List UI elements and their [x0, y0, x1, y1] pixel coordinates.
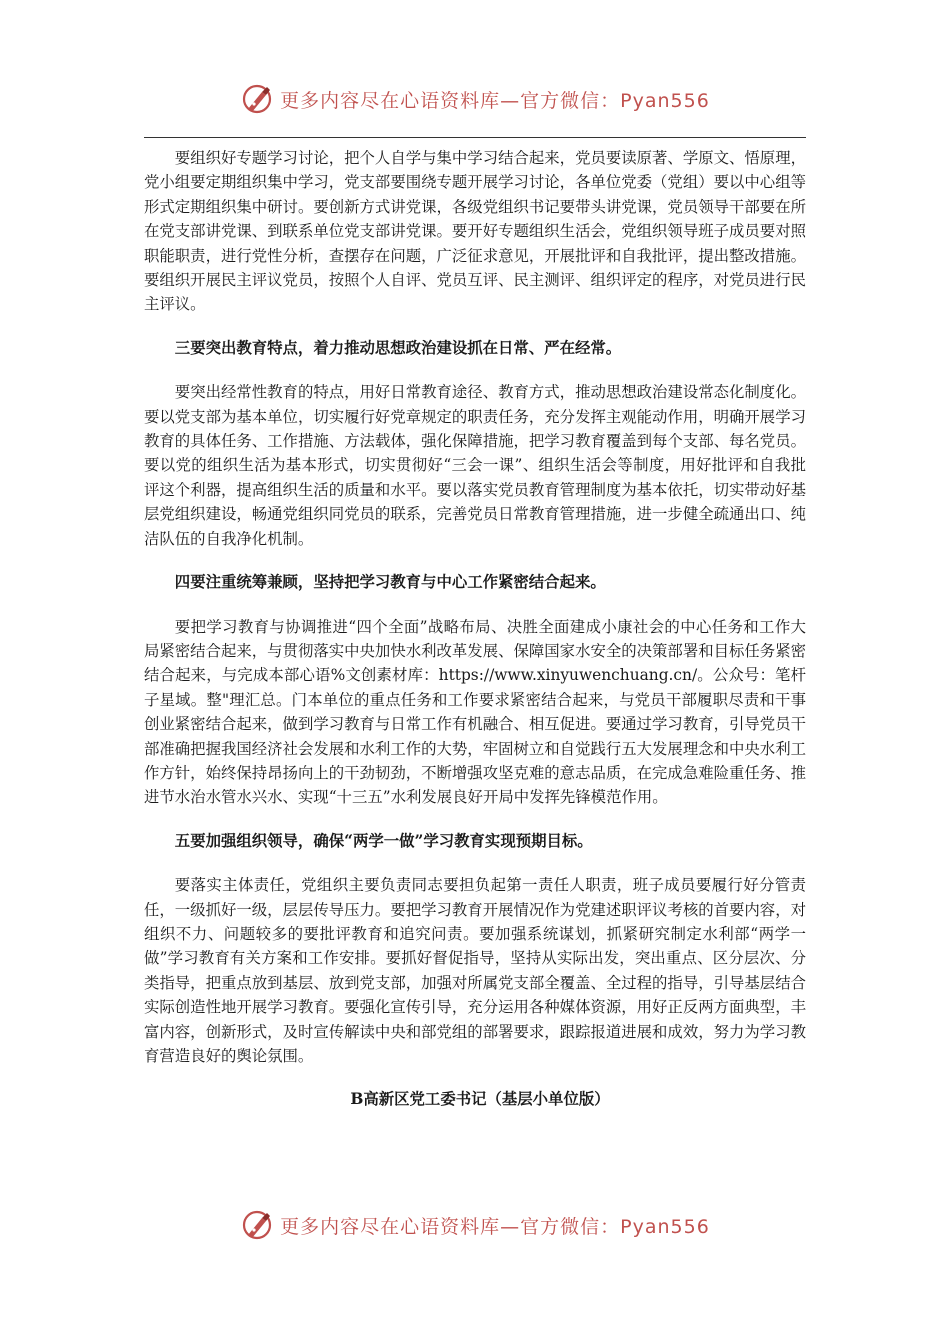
- section-heading-4: 四要注重统筹兼顾，坚持把学习教育与中心工作紧密结合起来。: [174, 573, 606, 592]
- footer-banner: [0, 1208, 950, 1242]
- paragraph-organizational-leadership: 要落实主体责任，党组织主要负责同志要担负起第一责任人职责，班子成员要履行好分管责任，一级抓好一级，层层传导压力。要把学习教育开展情况作为党建述职评议考核的首要内容，对组织不力、问题较多的要批评教育和追究问责。要加强系统谋划，抓紧研究制定水利部“两学一做”学习教育有关方案和工作安排。要抓好督促指导，坚持从实际出发，突出重点、区分层次、分类指导，把重点放到基层、放到党支部，加强对所属党支部全覆盖、全过程的指导，引导基层结合实际创造性地开展学习教育。要强化宣传引导，充分运用各种媒体资源，用好正反两方面典型，丰富内容，创新形式，及时宣传解读中央和部党组的部署要求，跟踪报道进展和成效，努力为学习教育营造良好的舆论氛围。: [144, 876, 806, 1065]
- document-body: [144, 146, 806, 1112]
- header-divider: [144, 137, 806, 138]
- paragraph-overall-planning: 要把学习教育与协调推进“四个全面”战略布局、决胜全面建成小康社会的中心任务和工作大局紧密结合起来，与贯彻落实中央加快水利改革发展、保障国家水安全的决策部署和目标任务紧密结合起来，与完成本部心语%文创素材库：https://www.xinyuwenchuang.cn/。公众号：笔杆子星域。整"理汇总。门本单位的重点任务和工作要求紧密结合起来，与党员干部履职尽责和干事创业紧密结合起来，做到学习教育与日常工作有机融合、相互促进。要通过学习教育，引导党员干部准确把握我国经济社会发展和水利工作的大势，牢固树立和自觉践行五大发展理念和中央水利工作方针，始终保持昂扬向上的干劲韧劲，不断增强攻坚克难的意志品质，在完成急难险重任务、推进节水治水管水兴水、实现“十三五”水利发展良好开局中发挥先锋模范作用。: [144, 617, 806, 807]
- section-heading-5: 五要加强组织领导，确保“两学一做”学习教育实现预期目标。: [174, 831, 593, 850]
- paragraph-study-discussion: 要组织好专题学习讨论，把个人自学与集中学习结合起来，党员要读原著、学原文、悟原理，党小组要定期组织集中学习，党支部要围绕专题开展学习讨论，各单位党委（党组）要以中心组等形式定期组织集中研讨。要创新方式讲党课，各级党组织书记要带头讲党课，党员领导干部要在所在党支部讲党课、到联系单位党支部讲党课。要开好专题组织生活会，党组织领导班子成员要对照职能职责，进行党性分析，查摆存在问题，广泛征求意见，开展批评和自我批评，提出整改措施。要组织开展民主评议党员，按照个人自评、党员互评、民主测评、组织评定的程序，对党员进行民主评议。: [144, 149, 806, 314]
- pen-nib-logo-icon: [240, 82, 274, 116]
- paragraph-education-features: 要突出经常性教育的特点，用好日常教育途径、教育方式，推动思想政治建设常态化制度化。要以党支部为基本单位，切实履行好党章规定的职责任务，充分发挥主观能动作用，明确开展学习教育的具体任务、工作措施、方法载体，强化保障措施，把学习教育覆盖到每个支部、每名党员。要以党的组织生活为基本形式，切实贯彻好“三会一课”、组织生活会等制度，用好批评和自我批评这个利器，提高组织生活的质量和水平。要以落实党员教育管理制度为基本依托，切实带动好基层党组织建设，畅通党组织同党员的联系，完善党员日常教育管理措施，进一步健全疏通出口、纯洁队伍的自我净化机制。: [144, 383, 806, 548]
- pen-nib-logo-icon: [240, 1208, 274, 1242]
- banner-text: 更多内容尽在心语资料库—官方微信：Pyan556: [280, 89, 710, 112]
- document-subtitle: B高新区党工委书记（基层小单位版）: [350, 1090, 610, 1109]
- banner-text: 更多内容尽在心语资料库—官方微信：Pyan556: [280, 1215, 710, 1238]
- header-banner: [0, 82, 950, 116]
- section-heading-3: 三要突出教育特点，着力推动思想政治建设抓在日常、严在经常。: [174, 338, 622, 357]
